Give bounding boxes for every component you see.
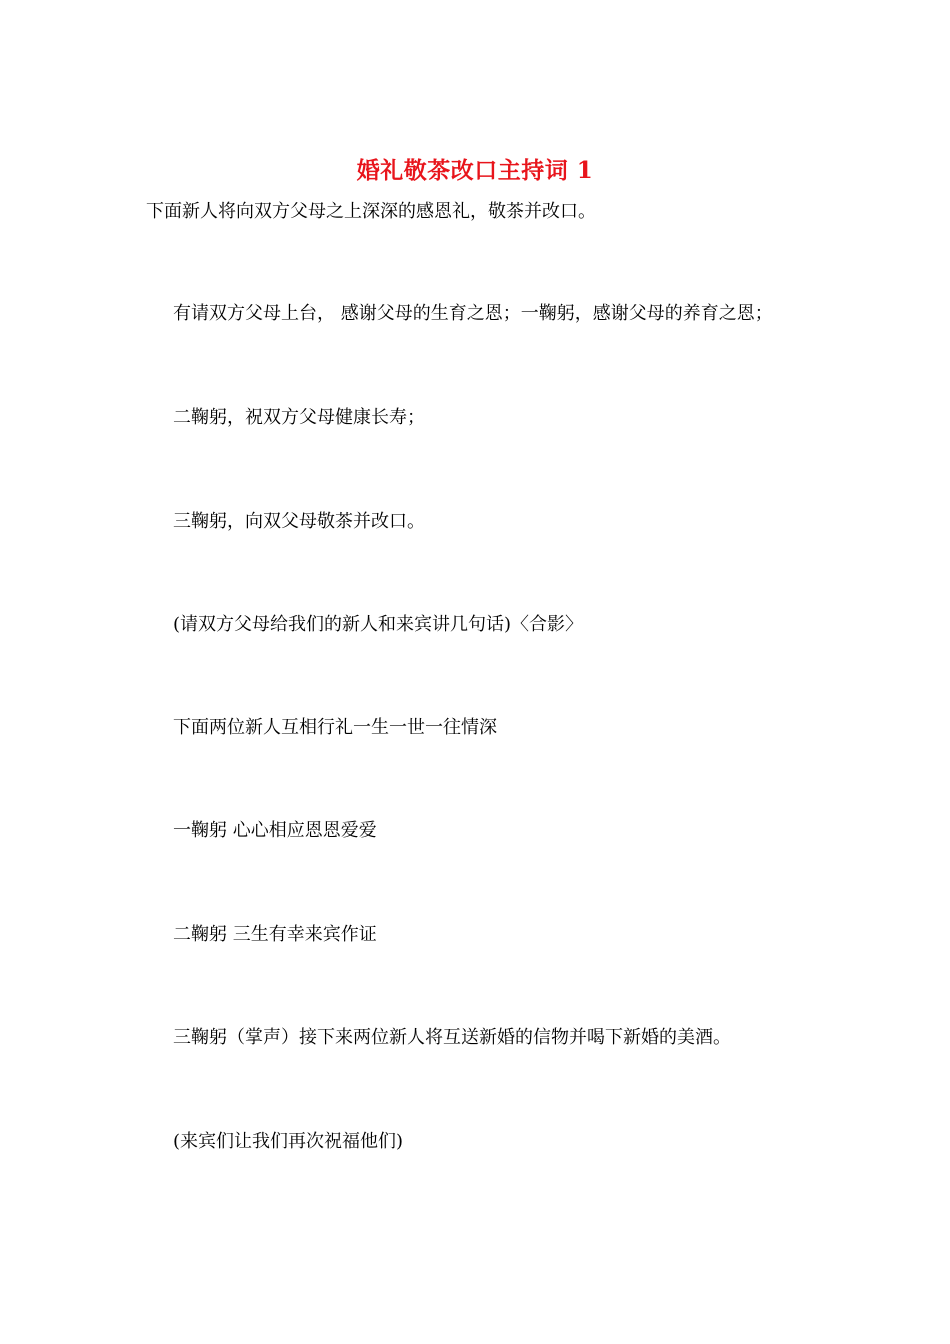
paragraph-first-bow-couple: 一鞠躬 心心相应恩恩爱爱 (173, 820, 377, 841)
document-title: 婚礼敬茶改口主持词 1 (356, 157, 594, 184)
paragraph-second-bow-parents: 二鞠躬，祝双方父母健康长寿； (173, 407, 425, 428)
paragraph-parents-speech: (请双方父母给我们的新人和来宾讲几句话)〈合影〉 (173, 614, 584, 635)
paragraph-invite-parents: 有请双方父母上台， 感谢父母的生育之恩；一鞠躬，感谢父母的养育之恩； (173, 303, 773, 324)
paragraph-guests-blessing: (来宾们让我们再次祝福他们) (173, 1131, 404, 1152)
paragraph-couple-bow: 下面两位新人互相行礼一生一世一往情深 (173, 717, 497, 738)
paragraph-third-bow-couple: 三鞠躬（掌声）接下来两位新人将互送新婚的信物并喝下新婚的美酒。 (173, 1027, 731, 1048)
paragraph-third-bow-parents: 三鞠躬，向双父母敬茶并改口。 (173, 511, 425, 532)
paragraph-second-bow-couple: 二鞠躬 三生有幸来宾作证 (173, 924, 377, 945)
paragraph-intro: 下面新人将向双方父母之上深深的感恩礼，敬茶并改口。 (146, 201, 596, 222)
